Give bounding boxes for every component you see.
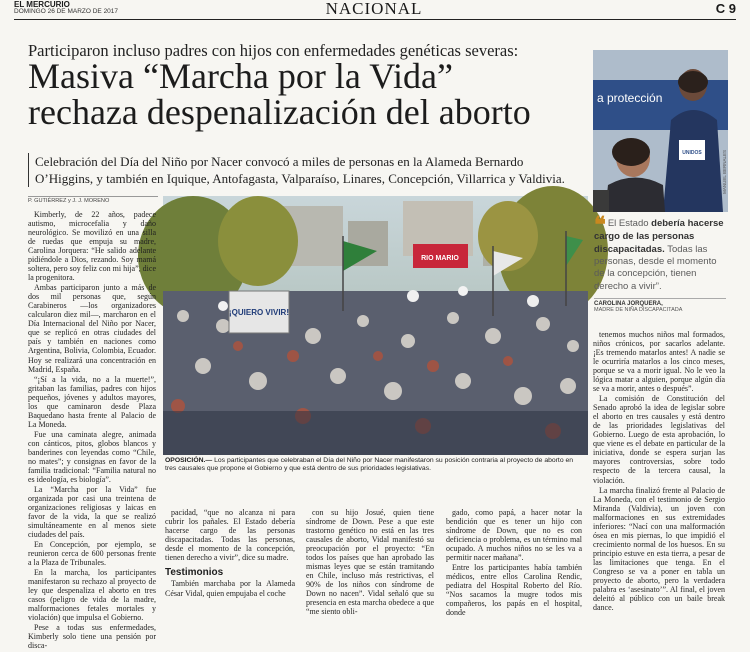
body-column-1 [28, 210, 156, 652]
side-photo [593, 50, 728, 212]
edition-date: DOMINGO 26 DE MARZO DE 2017 [14, 8, 119, 16]
paragraph: En la marcha, los participantes manifestaron su rechazo al proyecto de ley que despenaliza el aborto en tres casos (peligro de vida de la madre, malformaciones fetales mortales y violación) que impulsa el Gobierno. [28, 568, 156, 623]
paragraph: pacidad, “que no alcanza ni para cubrir los pañales. El Estado debería hacerse cargo de las personas discapacitadas. Todas las personas, desde el momento de la concepción, tienen derecho a vivir”, dice su madre. [165, 508, 295, 563]
quote-end: Todas las personas, desde el momento de la concepción, tienen derecho a vivir”. [594, 243, 717, 292]
quote-mark-icon: ❝ [594, 212, 606, 237]
paragraph: La comisión de Constitución del Senado aprobó la idea de legislar sobre el aborto en tres causales y está dentro de las prioridades legislativas del Gobierno. Luego de esta aprobación, lo que viene es el debate en particular de la iniciativa, donde se espera surjan las mayores controversias, sobre todo respecto de la tercera causal, la violación. [593, 394, 725, 485]
caption-text: Los participantes que celebraban el Día del Niño por Nacer manifestaron su posición contraria al proyecto de aborto en tres causales que propone el Gobierno y que está dentro de sus prioridades legislativas. [165, 457, 574, 473]
paragraph: En Concepción, por ejemplo, se reunieron cerca de 600 personas frente a la Plaza de Tribunales. [28, 540, 156, 568]
protest-sign-red: RIO MARIO [421, 255, 459, 262]
masthead [14, 0, 736, 20]
quote-role: MADRE DE NIÑA DISCAPACITADA [594, 307, 683, 313]
paragraph: Fue una caminata alegre, animada con cánticos, pitos, globos blancos y banderines con leyendas como “Chile, no mates”; y consignas en favor de la familia tradicional: “Familia natural no es ideología, es biología”. [28, 429, 156, 484]
paragraph: “¡Sí a la vida, no a la muerte!”, gritaban las familias, padres con hijos pequeños, jóvenes y adultos mayores, los que caminaron desde Plaza Baquedano hasta frente al Palacio de La Moneda. [28, 374, 156, 429]
headline-line-1: Masiva “Marcha por la Vida” [28, 56, 454, 96]
paragraph: La “Marcha por la Vida” fue organizada por casi una treintena de organizaciones religiosas y laicas en favor de la vida, la que se realizó simultáneamente en al menos siete ciudades del país. [28, 484, 156, 540]
photo-credit: MANUEL BERNALES [722, 150, 727, 194]
caption-label: OPOSICIÓN.— [165, 457, 213, 464]
paragraph: La marcha finalizó frente al Palacio de La Moneda, con el testimonio de Sergio Miranda (Valdivia), un joven con malformaciones en sus extremidades inferiores: “Nací con una malformación ósea en mis piernas, lo que impidió el crecimiento normal de los huesos. En su principio estuve en esta tierra, a pesar de las limitaciones que tenga. En el Congreso se va a poner en tabla un proyecto de aborto, pero la verdadera palabra es ‘asesinato’”. Al final, el joven deleitó al público con un baile break dance. [593, 485, 725, 612]
paragraph: gado, como papá, a hacer notar la bendición que es tener un hijo con síndrome de Down, que no es con deficiencia o problema, es un término mal ocupado. A muchos niños no se les va a permitir nacer mañana”. [446, 508, 582, 563]
mother-daughter-image [593, 50, 728, 212]
protest-sign-quiero-vivir: ¡QUIERO VIVIR! [228, 308, 290, 317]
byline: P. GUTIÉRREZ y J. J. MORENO [28, 196, 158, 204]
shirt-badge: UNIDOS [682, 150, 702, 156]
paragraph: Entre los participantes había también médicos, entre ellos Carolina Rendic, pediatra del Hospital Roberto del Río. “Nos sacamos la mugre todos mis compañeros, los papás en el hospital, donde [446, 563, 582, 618]
masthead-left [14, 1, 118, 16]
quote-attribution [594, 298, 726, 313]
quote-bold: debería hacerse cargo de las personas discapacitadas. [594, 218, 724, 255]
section-title: NACIONAL [325, 0, 423, 18]
paragraph: Ambas participaron junto a más de dos mil personas que, según Carabineros —los organizadores calcularon diez mil—, marcharon en el Día Internacional del Niño por Nacer, que se replicó en otras ciudades del país y también en naciones como Argentina, Bolivia, Colombia, Ecuador. Hoy se realizará una concentración en Madrid, España. [28, 283, 156, 374]
paragraph: Kimberly, de 22 años, padece autismo, microcefalia y daño neurológico. Se movilizó en una silla de ruedas que empuja su madre, Carolina Jorquera: “He salido adelante pidiéndole a Dios, rezando. Soy mamá soltera, pero soy feliz con mi hija”, dice la progenitora. [28, 210, 156, 283]
main-photo [163, 196, 588, 455]
body-column-5 [593, 330, 725, 613]
paragraph: Pese a todas sus enfermedades, Kimberly solo tiene una pensión por disca- [28, 623, 156, 651]
photo-caption [165, 457, 585, 474]
subhead-testimonios: Testimonios [165, 567, 224, 579]
paragraph: tenemos muchos niños mal formados, niños crónicos, por sacarlos adelante. ¡Es tremendo matarlos antes! A nadie se le ocurriría matarlos a los cinco meses, porque se va a morir igual. No le veo la lógica matar a alguien, porque algún día se va a morir, antes o después”. [593, 330, 725, 394]
page-number: C 9 [715, 1, 736, 16]
pull-quote [594, 212, 726, 293]
quote-name: CAROLINA JORQUERA, [594, 301, 663, 307]
paragraph: También marchaba por la Alameda César Vidal, quien empujaba el coche [165, 579, 295, 598]
body-column-2 [165, 508, 295, 599]
march-crowd-image [163, 196, 588, 455]
paragraph: con su hijo Josué, quien tiene síndrome de Down. Pese a que este trastorno genético no está en las tres causales de aborto, Vidal manifestó su preocupación por el proyecto: “En todos los países que han aprobado las mismas leyes que se están tramitando en Chile, incluso más restrictivas, el 90% de los niños con síndrome de Down no nacen”. Vidal señaló que su presencia en esta marcha obedece a que “me siento obli- [306, 508, 434, 617]
newspaper-name: EL MERCURIO [14, 0, 70, 9]
subheadline: Celebración del Día del Niño por Nacer convocó a miles de personas en la Alameda Bernardo O’Higgins, y también en Iquique, Antofagasta, Valparaíso, Linares, Concepción, Villarrica y Valdivia. [28, 153, 583, 187]
quote-start: El Estado [607, 218, 652, 229]
banner-text: a protección [597, 91, 663, 105]
kicker: Participaron incluso padres con hijos con enfermedades genéticas severas: [28, 41, 519, 60]
body-column-4 [446, 508, 582, 618]
headline-line-2: rechaza despenalización del aborto [28, 92, 531, 132]
headline [28, 58, 588, 130]
body-column-3 [306, 508, 434, 617]
